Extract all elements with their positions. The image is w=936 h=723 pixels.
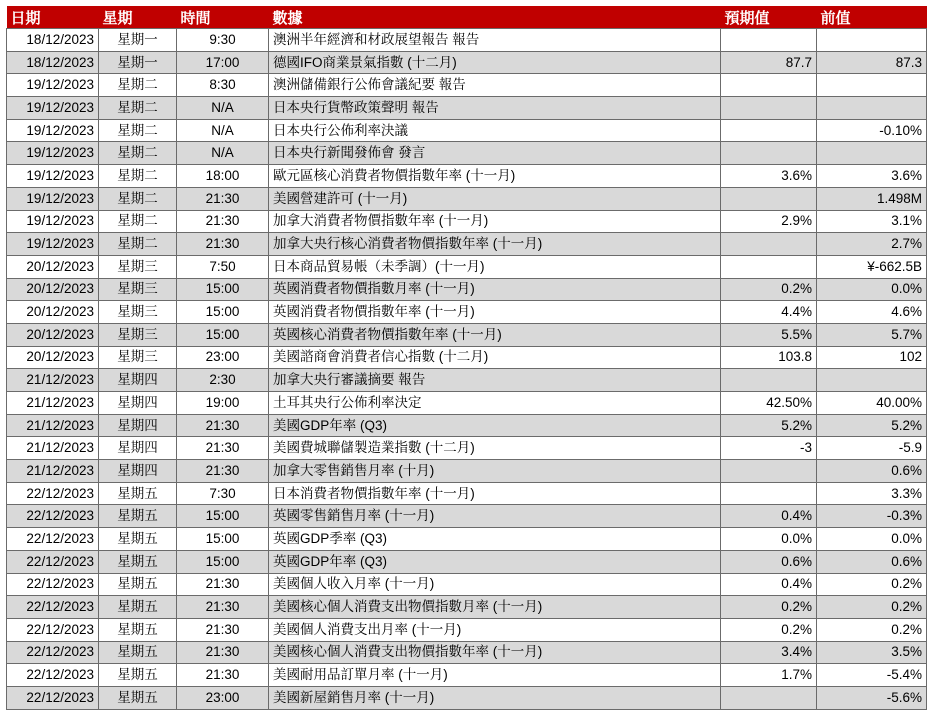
time-cell: 19:00 <box>177 392 269 415</box>
date-cell: 21/12/2023 <box>7 392 99 415</box>
date-cell: 20/12/2023 <box>7 323 99 346</box>
day-cell: 星期五 <box>99 573 177 596</box>
table-row <box>7 482 927 505</box>
day-cell: 星期三 <box>99 255 177 278</box>
forecast-cell: 5.5% <box>721 323 817 346</box>
event-cell: 日本消費者物價指數年率 (十一月) <box>269 482 721 505</box>
event-cell: 日本央行公佈利率決議 <box>269 119 721 142</box>
forecast-cell <box>721 187 817 210</box>
previous-cell: 0.0% <box>817 278 927 301</box>
forecast-cell: 87.7 <box>721 51 817 74</box>
table-row <box>7 641 927 664</box>
day-cell: 星期五 <box>99 550 177 573</box>
date-cell: 22/12/2023 <box>7 664 99 687</box>
time-cell: 21:30 <box>177 618 269 641</box>
time-cell: 21:30 <box>177 596 269 619</box>
previous-cell: -0.3% <box>817 505 927 528</box>
date-cell: 22/12/2023 <box>7 596 99 619</box>
forecast-cell: 3.6% <box>721 165 817 188</box>
time-cell: 9:30 <box>177 29 269 52</box>
previous-cell <box>817 369 927 392</box>
day-cell: 星期二 <box>99 210 177 233</box>
table-row <box>7 437 927 460</box>
previous-cell: -5.6% <box>817 686 927 709</box>
event-cell: 土耳其央行公佈利率決定 <box>269 392 721 415</box>
day-cell: 星期二 <box>99 233 177 256</box>
time-cell: 7:50 <box>177 255 269 278</box>
table-row <box>7 323 927 346</box>
date-cell: 18/12/2023 <box>7 51 99 74</box>
table-row <box>7 664 927 687</box>
date-cell: 19/12/2023 <box>7 233 99 256</box>
previous-cell: -5.4% <box>817 664 927 687</box>
previous-cell: 5.2% <box>817 414 927 437</box>
previous-cell: 2.7% <box>817 233 927 256</box>
date-cell: 20/12/2023 <box>7 278 99 301</box>
date-cell: 19/12/2023 <box>7 142 99 165</box>
forecast-cell <box>721 233 817 256</box>
forecast-cell <box>721 369 817 392</box>
header-row <box>7 6 927 29</box>
event-cell: 加拿大央行審議摘要 報告 <box>269 369 721 392</box>
date-cell: 19/12/2023 <box>7 74 99 97</box>
day-cell: 星期二 <box>99 74 177 97</box>
previous-cell: 1.498M <box>817 187 927 210</box>
previous-cell: 3.1% <box>817 210 927 233</box>
forecast-cell: 2.9% <box>721 210 817 233</box>
table-row <box>7 505 927 528</box>
day-cell: 星期二 <box>99 142 177 165</box>
date-cell: 22/12/2023 <box>7 550 99 573</box>
event-cell: 英國核心消費者物價指數年率 (十一月) <box>269 323 721 346</box>
event-cell: 英國GDP年率 (Q3) <box>269 550 721 573</box>
time-cell: 23:00 <box>177 686 269 709</box>
forecast-cell <box>721 686 817 709</box>
table-row <box>7 414 927 437</box>
event-cell: 美國費城聯儲製造業指數 (十二月) <box>269 437 721 460</box>
date-cell: 20/12/2023 <box>7 301 99 324</box>
table-row <box>7 119 927 142</box>
date-cell: 22/12/2023 <box>7 505 99 528</box>
day-cell: 星期五 <box>99 528 177 551</box>
day-cell: 星期五 <box>99 505 177 528</box>
date-cell: 22/12/2023 <box>7 641 99 664</box>
day-cell: 星期一 <box>99 51 177 74</box>
forecast-cell <box>721 29 817 52</box>
event-cell: 加拿大央行核心消費者物價指數年率 (十一月) <box>269 233 721 256</box>
day-cell: 星期三 <box>99 346 177 369</box>
economic-calendar-table <box>6 6 927 710</box>
time-cell: 17:00 <box>177 51 269 74</box>
day-cell: 星期二 <box>99 187 177 210</box>
previous-cell: -5.9 <box>817 437 927 460</box>
time-cell: 8:30 <box>177 74 269 97</box>
table-row <box>7 74 927 97</box>
header-date: 日期 <box>7 6 99 29</box>
table-row <box>7 165 927 188</box>
previous-cell: 0.6% <box>817 460 927 483</box>
event-cell: 歐元區核心消費者物價指數年率 (十一月) <box>269 165 721 188</box>
time-cell: N/A <box>177 119 269 142</box>
previous-cell <box>817 142 927 165</box>
event-cell: 英國零售銷售月率 (十一月) <box>269 505 721 528</box>
event-cell: 英國消費者物價指數月率 (十一月) <box>269 278 721 301</box>
table-row <box>7 573 927 596</box>
forecast-cell <box>721 482 817 505</box>
date-cell: 21/12/2023 <box>7 414 99 437</box>
time-cell: 15:00 <box>177 323 269 346</box>
date-cell: 21/12/2023 <box>7 437 99 460</box>
table-row <box>7 187 927 210</box>
event-cell: 美國新屋銷售月率 (十一月) <box>269 686 721 709</box>
header-forecast: 預期值 <box>721 6 817 29</box>
table-body <box>7 29 927 710</box>
table-row <box>7 346 927 369</box>
forecast-cell <box>721 74 817 97</box>
date-cell: 21/12/2023 <box>7 369 99 392</box>
time-cell: 21:30 <box>177 233 269 256</box>
table-row <box>7 51 927 74</box>
forecast-cell: 0.4% <box>721 573 817 596</box>
time-cell: 21:30 <box>177 187 269 210</box>
date-cell: 20/12/2023 <box>7 255 99 278</box>
table-row <box>7 528 927 551</box>
table-row <box>7 255 927 278</box>
time-cell: 21:30 <box>177 210 269 233</box>
table-header <box>7 6 927 29</box>
date-cell: 19/12/2023 <box>7 119 99 142</box>
day-cell: 星期三 <box>99 301 177 324</box>
forecast-cell: 3.4% <box>721 641 817 664</box>
date-cell: 19/12/2023 <box>7 187 99 210</box>
forecast-cell: 5.2% <box>721 414 817 437</box>
day-cell: 星期二 <box>99 165 177 188</box>
previous-cell: ¥-662.5B <box>817 255 927 278</box>
day-cell: 星期一 <box>99 29 177 52</box>
previous-cell: 0.2% <box>817 618 927 641</box>
event-cell: 日本央行貨幣政策聲明 報告 <box>269 97 721 120</box>
time-cell: 15:00 <box>177 278 269 301</box>
time-cell: 21:30 <box>177 664 269 687</box>
forecast-cell: 0.6% <box>721 550 817 573</box>
forecast-cell <box>721 255 817 278</box>
header-event: 數據 <box>269 6 721 29</box>
table-row <box>7 369 927 392</box>
time-cell: 21:30 <box>177 573 269 596</box>
time-cell: 15:00 <box>177 528 269 551</box>
event-cell: 美國個人消費支出月率 (十一月) <box>269 618 721 641</box>
date-cell: 18/12/2023 <box>7 29 99 52</box>
header-previous: 前值 <box>817 6 927 29</box>
forecast-cell: 1.7% <box>721 664 817 687</box>
previous-cell: 102 <box>817 346 927 369</box>
forecast-cell: 0.0% <box>721 528 817 551</box>
event-cell: 美國GDP年率 (Q3) <box>269 414 721 437</box>
date-cell: 22/12/2023 <box>7 573 99 596</box>
table-row <box>7 278 927 301</box>
day-cell: 星期四 <box>99 392 177 415</box>
event-cell: 日本央行新聞發佈會 發言 <box>269 142 721 165</box>
table-row <box>7 97 927 120</box>
time-cell: 2:30 <box>177 369 269 392</box>
date-cell: 22/12/2023 <box>7 686 99 709</box>
date-cell: 19/12/2023 <box>7 165 99 188</box>
table-row <box>7 233 927 256</box>
forecast-cell: 4.4% <box>721 301 817 324</box>
date-cell: 22/12/2023 <box>7 528 99 551</box>
time-cell: N/A <box>177 97 269 120</box>
day-cell: 星期四 <box>99 369 177 392</box>
forecast-cell: 103.8 <box>721 346 817 369</box>
previous-cell: 3.3% <box>817 482 927 505</box>
previous-cell <box>817 29 927 52</box>
table-row <box>7 301 927 324</box>
header-time: 時間 <box>177 6 269 29</box>
forecast-cell: 0.2% <box>721 596 817 619</box>
date-cell: 20/12/2023 <box>7 346 99 369</box>
day-cell: 星期三 <box>99 278 177 301</box>
date-cell: 22/12/2023 <box>7 482 99 505</box>
day-cell: 星期二 <box>99 97 177 120</box>
event-cell: 美國個人收入月率 (十一月) <box>269 573 721 596</box>
event-cell: 美國核心個人消費支出物價指數月率 (十一月) <box>269 596 721 619</box>
date-cell: 22/12/2023 <box>7 618 99 641</box>
table-row <box>7 29 927 52</box>
time-cell: 15:00 <box>177 505 269 528</box>
previous-cell <box>817 74 927 97</box>
forecast-cell <box>721 97 817 120</box>
day-cell: 星期五 <box>99 686 177 709</box>
date-cell: 21/12/2023 <box>7 460 99 483</box>
event-cell: 美國核心個人消費支出物價指數年率 (十一月) <box>269 641 721 664</box>
event-cell: 日本商品貿易帳（未季調）(十一月) <box>269 255 721 278</box>
calendar-container <box>6 6 927 710</box>
time-cell: 15:00 <box>177 550 269 573</box>
event-cell: 美國營建許可 (十一月) <box>269 187 721 210</box>
day-cell: 星期四 <box>99 414 177 437</box>
time-cell: 21:30 <box>177 641 269 664</box>
previous-cell: 87.3 <box>817 51 927 74</box>
forecast-cell <box>721 460 817 483</box>
previous-cell: 0.0% <box>817 528 927 551</box>
day-cell: 星期四 <box>99 437 177 460</box>
day-cell: 星期五 <box>99 596 177 619</box>
event-cell: 美國耐用品訂單月率 (十一月) <box>269 664 721 687</box>
previous-cell <box>817 97 927 120</box>
forecast-cell <box>721 119 817 142</box>
previous-cell: 5.7% <box>817 323 927 346</box>
day-cell: 星期五 <box>99 618 177 641</box>
time-cell: 21:30 <box>177 437 269 460</box>
table-row <box>7 596 927 619</box>
event-cell: 澳洲半年經濟和材政展望報告 報告 <box>269 29 721 52</box>
time-cell: 18:00 <box>177 165 269 188</box>
event-cell: 德國IFO商業景氣指數 (十二月) <box>269 51 721 74</box>
table-row <box>7 210 927 233</box>
table-row <box>7 392 927 415</box>
day-cell: 星期三 <box>99 323 177 346</box>
table-row <box>7 686 927 709</box>
event-cell: 加拿大消費者物價指數年率 (十一月) <box>269 210 721 233</box>
forecast-cell: 42.50% <box>721 392 817 415</box>
forecast-cell: 0.2% <box>721 278 817 301</box>
date-cell: 19/12/2023 <box>7 97 99 120</box>
time-cell: 21:30 <box>177 414 269 437</box>
time-cell: 23:00 <box>177 346 269 369</box>
table-row <box>7 550 927 573</box>
previous-cell: 40.00% <box>817 392 927 415</box>
previous-cell: 3.6% <box>817 165 927 188</box>
event-cell: 澳洲儲備銀行公佈會議紀要 報告 <box>269 74 721 97</box>
day-cell: 星期五 <box>99 641 177 664</box>
time-cell: 21:30 <box>177 460 269 483</box>
previous-cell: 0.2% <box>817 596 927 619</box>
previous-cell: 0.6% <box>817 550 927 573</box>
event-cell: 英國消費者物價指數年率 (十一月) <box>269 301 721 324</box>
time-cell: 15:00 <box>177 301 269 324</box>
header-day: 星期 <box>99 6 177 29</box>
day-cell: 星期五 <box>99 482 177 505</box>
date-cell: 19/12/2023 <box>7 210 99 233</box>
time-cell: N/A <box>177 142 269 165</box>
previous-cell: 3.5% <box>817 641 927 664</box>
table-row <box>7 460 927 483</box>
forecast-cell <box>721 142 817 165</box>
event-cell: 美國諮商會消費者信心指數 (十二月) <box>269 346 721 369</box>
table-row <box>7 618 927 641</box>
day-cell: 星期二 <box>99 119 177 142</box>
previous-cell: 4.6% <box>817 301 927 324</box>
table-row <box>7 142 927 165</box>
day-cell: 星期四 <box>99 460 177 483</box>
event-cell: 英國GDP季率 (Q3) <box>269 528 721 551</box>
event-cell: 加拿大零售銷售月率 (十月) <box>269 460 721 483</box>
day-cell: 星期五 <box>99 664 177 687</box>
previous-cell: -0.10% <box>817 119 927 142</box>
forecast-cell: -3 <box>721 437 817 460</box>
forecast-cell: 0.4% <box>721 505 817 528</box>
time-cell: 7:30 <box>177 482 269 505</box>
previous-cell: 0.2% <box>817 573 927 596</box>
forecast-cell: 0.2% <box>721 618 817 641</box>
